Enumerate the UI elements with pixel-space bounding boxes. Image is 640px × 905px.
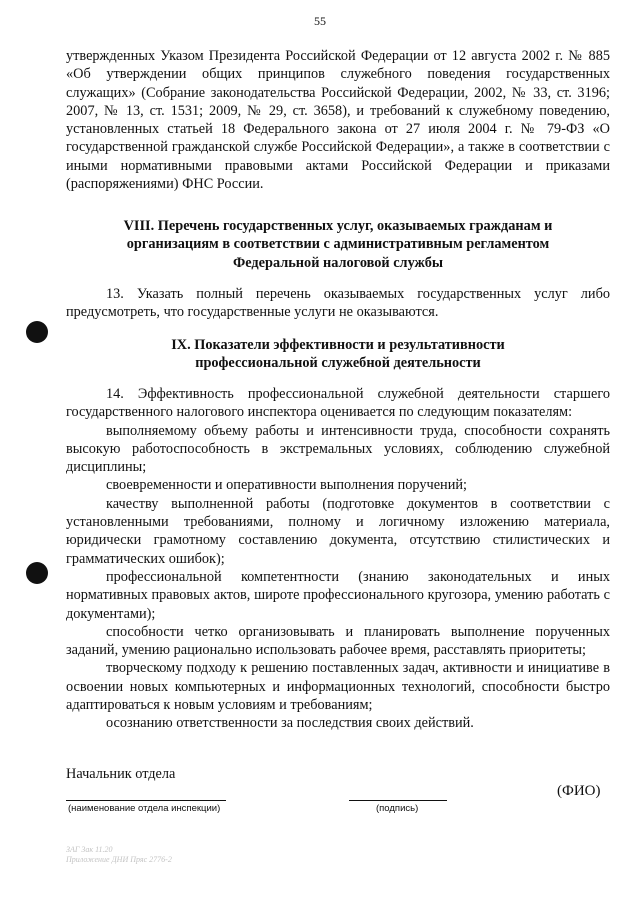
department-caption: (наименование отдела инспекции) (68, 803, 221, 814)
intro-text: утвержденных Указом Президента Российской Федерации от 12 августа 2002 г. № 885 «Об утверждении общих принципов служебного поведения государственных служащих» (Собрание законодательства Российской Федерации, 2002, № 33, ст. 3196; 2007, № 13, ст. 1531; 2009, № 29, ст. 3658), и требований к служебному поведению, установленных статьей 18 Федерального закона от 27 июля 2004 г. № 79-ФЗ «О государственной гражданской службе Российской Федерации», а также в соответствии с иными нормативными правовыми актами Российской Федерации и приказами (распоряжениями) ФНС России. (66, 48, 610, 193)
signatory-title: Начальник отдела (66, 766, 176, 782)
criterion-item: творческому подходу к решению поставленных задач, активности и инициативе в освоении новых компьютерных и информационных технологий, способности быстро адаптироваться к новым условиям и требованиям; (66, 660, 610, 714)
heading-line: Федеральной налоговой службы (232, 254, 444, 271)
punch-hole (26, 562, 48, 584)
page-number: 55 (314, 14, 326, 28)
intro-paragraph (66, 47, 610, 193)
stamp-line: Приложение ДНИ Пряс 2776-2 (66, 855, 172, 864)
department-signature-line (66, 800, 226, 801)
criterion-item: своевременности и оперативности выполнения поручений; (106, 477, 467, 494)
section-9-heading (66, 336, 610, 373)
criterion-item: осознанию ответственности за последствия своих действий. (106, 715, 474, 732)
signature-caption: (подпись) (376, 803, 419, 814)
section-9-body (66, 385, 610, 733)
criterion-item: профессиональной компетентности (знанию законодательных и иных нормативных правовых актов, широте профессионального кругозора, умению работать с документами); (66, 568, 610, 622)
section-8-body (66, 285, 610, 322)
punch-hole (26, 321, 48, 343)
criterion-item: качеству выполненной работы (подготовке документов в соответствии с установленными требованиями, полному и логичному изложению материала, юридически грамотному составлению документа, отсутствию стилистических и грамматических ошибок); (66, 495, 610, 567)
paragraph-13: 13. Указать полный перечень оказываемых государственных услуг либо предусмотреть, что государственные услуги не оказываются. (66, 286, 610, 321)
heading-line: IX. Показатели эффективности и результативности (171, 337, 505, 353)
heading-line: VIII. Перечень государственных услуг, оказываемых гражданам и (123, 218, 553, 234)
signature-line (349, 800, 447, 801)
heading-line: организациям в соответствии с административным регламентом (126, 236, 550, 253)
signatory-fio: (ФИО) (557, 783, 601, 799)
section-8-heading (66, 217, 610, 272)
criterion-item: выполняемому объему работы и интенсивности труда, способности сохранять высокую работоспособность в экстремальных условиях, соблюдению служебной дисциплины; (66, 422, 610, 476)
stamp-line: ЗАГ 3ак 11.20 (66, 845, 113, 854)
print-stamp (66, 845, 172, 865)
heading-line: профессиональной служебной деятельности (195, 355, 481, 372)
paragraph-14: 14. Эффективность профессиональной служебной деятельности старшего государственного налогового инспектора оценивается по следующим показателям: (66, 386, 610, 421)
criterion-item: способности четко организовывать и планировать выполнение порученных заданий, умению рационально использовать рабочее время, расставлять приоритеты; (66, 623, 610, 659)
